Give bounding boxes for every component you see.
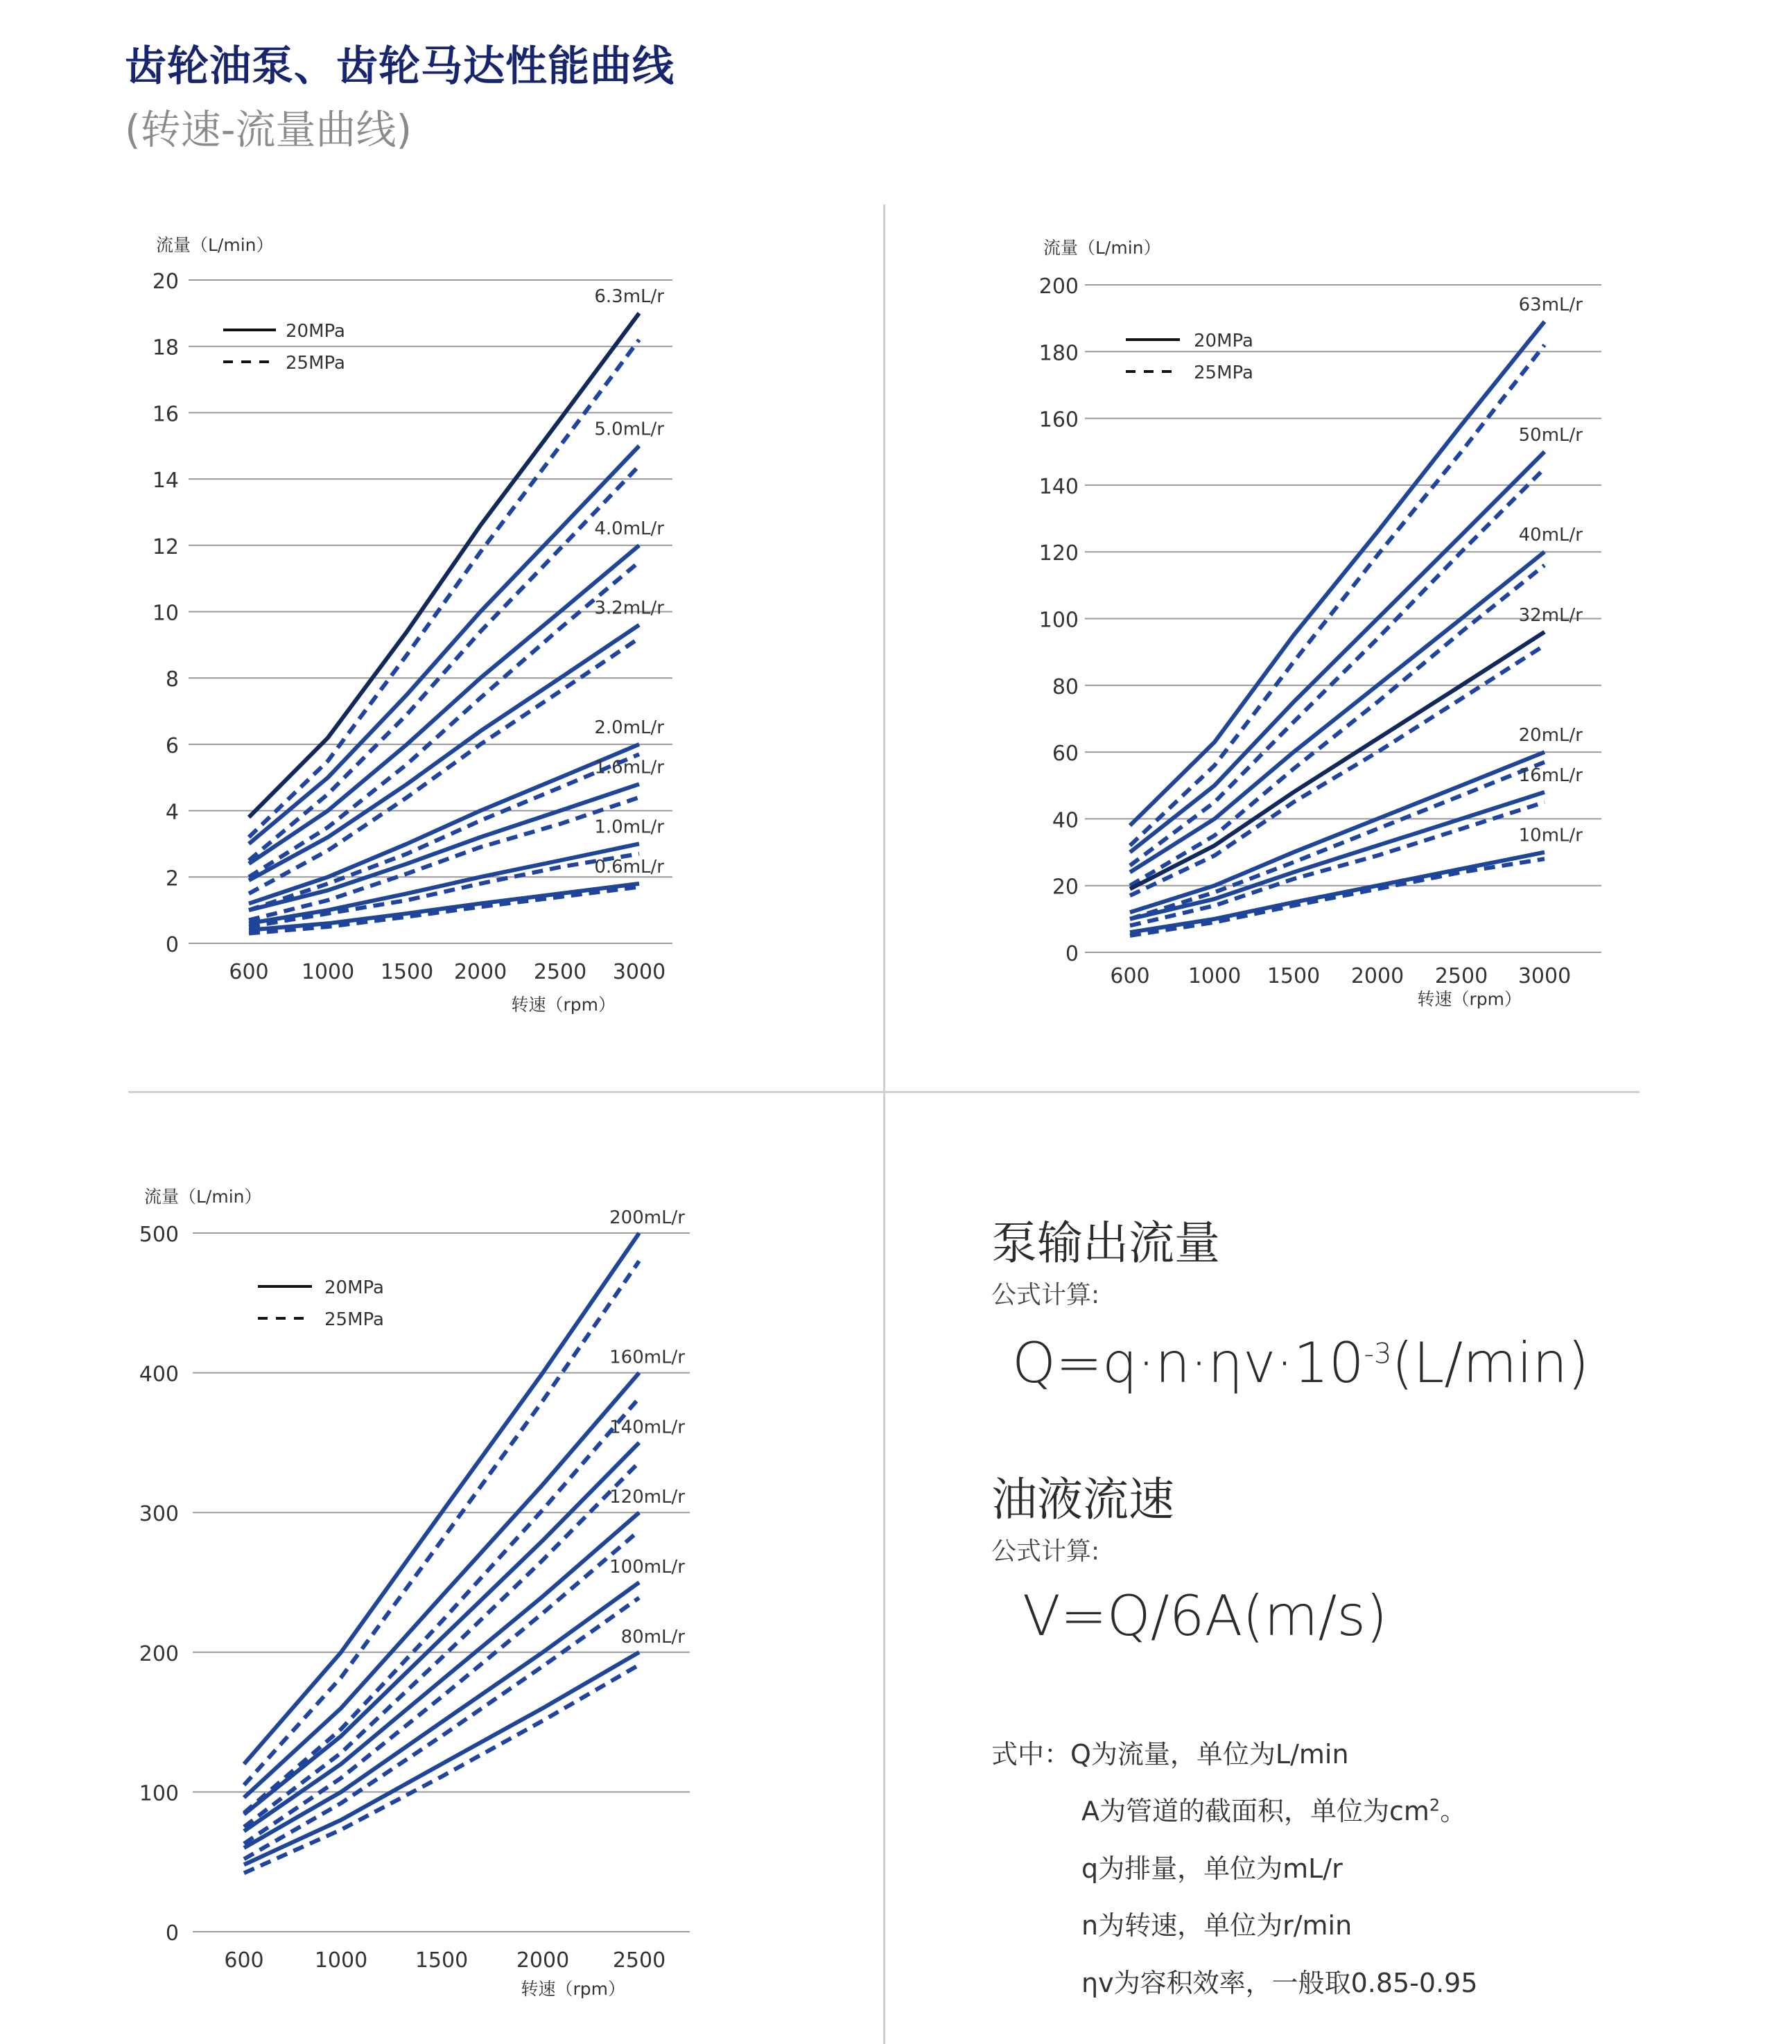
series-label: 140mL/r — [609, 1417, 685, 1438]
speed-formula-sub: 公式计算: — [991, 1537, 1100, 1566]
y-tick-label: 300 — [139, 1502, 179, 1527]
x-axis-label: 转速（rpm） — [1417, 989, 1522, 1009]
y-tick-label: 18 — [152, 335, 179, 360]
speed-equation: V=Q/6A(m/s) — [1023, 1584, 1388, 1648]
note-a — [1081, 1790, 1466, 1828]
x-tick-label: 1000 — [301, 960, 355, 984]
flow-equation-unit: (L/min) — [1391, 1331, 1590, 1395]
series-dashed-line — [244, 1398, 639, 1813]
x-tick-label: 3000 — [612, 960, 666, 984]
series-label: 40mL/r — [1518, 525, 1583, 546]
series-label: 4.0mL/r — [594, 518, 664, 539]
series-solid-line — [1130, 322, 1545, 826]
y-axis-label: 流量（L/min） — [156, 235, 274, 255]
series-label: 5.0mL/r — [594, 419, 664, 440]
legend-dashed-label: 25MPa — [1194, 362, 1253, 383]
series-label: 3.2mL/r — [594, 597, 664, 619]
y-tick-label: 0 — [1065, 942, 1079, 966]
x-tick-label: 2500 — [612, 1948, 666, 1973]
note-q: 式中：Q为流量，单位为L/min — [991, 1739, 1349, 1770]
x-tick-label: 2500 — [533, 960, 587, 984]
series-label: 20mL/r — [1518, 725, 1583, 746]
series-solid-line — [244, 1442, 639, 1814]
y-tick-label: 120 — [1038, 541, 1079, 566]
x-tick-label: 2000 — [1350, 964, 1404, 988]
series-label: 80mL/r — [620, 1626, 685, 1648]
x-tick-label: 3000 — [1517, 964, 1572, 988]
note-q-displacement: q为排量，单位为mL/r — [1081, 1853, 1343, 1884]
page-title: 齿轮油泵、齿轮马达性能曲线 — [125, 42, 675, 91]
legend-solid-label: 20MPa — [1194, 331, 1253, 351]
flow-heading: 泵输出流量 — [991, 1216, 1220, 1270]
chart-1 — [153, 235, 672, 1015]
x-axis-label: 转速（rpm） — [521, 1979, 625, 1999]
y-tick-label: 14 — [152, 469, 179, 493]
y-tick-label: 4 — [165, 800, 179, 825]
series-label: 200mL/r — [609, 1207, 685, 1228]
x-tick-label: 600 — [1110, 964, 1150, 988]
speed-heading: 油液流速 — [991, 1473, 1174, 1526]
y-tick-label: 200 — [1038, 274, 1079, 299]
y-tick-label: 20 — [152, 270, 179, 294]
y-tick-label: 40 — [1052, 808, 1079, 833]
y-tick-label: 2 — [165, 866, 179, 891]
x-tick-label: 2500 — [1434, 964, 1488, 988]
series-solid-line — [1130, 632, 1545, 889]
series-solid-line — [249, 446, 639, 844]
y-tick-label: 12 — [152, 534, 179, 559]
series-solid-line — [244, 1373, 639, 1798]
x-tick-label: 2000 — [453, 960, 507, 984]
flow-equation — [1012, 1331, 1589, 1395]
chart-2 — [1039, 238, 1601, 1009]
series-dashed-line — [249, 340, 639, 837]
x-tick-label: 2000 — [516, 1948, 570, 1973]
y-tick-label: 500 — [139, 1223, 179, 1247]
x-tick-label: 1000 — [314, 1948, 368, 1973]
y-tick-label: 100 — [139, 1781, 179, 1806]
x-axis-label: 转速（rpm） — [511, 995, 616, 1015]
y-tick-label: 80 — [1052, 674, 1079, 699]
series-label: 0.6mL/r — [594, 856, 664, 877]
y-tick-label: 400 — [139, 1362, 179, 1387]
y-tick-label: 100 — [1038, 608, 1079, 633]
x-tick-label: 600 — [229, 960, 269, 984]
series-dashed-line — [249, 562, 639, 877]
series-dashed-line — [1130, 565, 1545, 885]
series-label: 120mL/r — [609, 1487, 685, 1508]
flow-formula-sub: 公式计算: — [991, 1281, 1100, 1309]
series-label: 10mL/r — [1518, 825, 1583, 846]
note-a-text: A为管道的截面积，单位为cm — [1081, 1796, 1429, 1826]
y-tick-label: 140 — [1038, 474, 1079, 499]
y-tick-label: 0 — [165, 1921, 179, 1946]
series-label: 160mL/r — [609, 1347, 685, 1368]
series-solid-line — [244, 1652, 639, 1864]
legend-dashed-label: 25MPa — [286, 353, 345, 374]
series-label: 16mL/r — [1518, 765, 1583, 786]
y-tick-label: 10 — [152, 601, 179, 626]
legend-solid-label: 20MPa — [324, 1277, 384, 1298]
series-label: 32mL/r — [1518, 604, 1583, 626]
y-axis-label: 流量（L/min） — [144, 1187, 262, 1207]
note-n: n为转速，单位为r/min — [1081, 1910, 1352, 1941]
series-dashed-line — [249, 797, 639, 920]
series-solid-line — [249, 625, 639, 880]
note-a-sup: 2 — [1429, 1795, 1441, 1815]
note-a-end: 。 — [1440, 1796, 1467, 1826]
x-tick-label: 1500 — [380, 960, 434, 984]
y-axis-label: 流量（L/min） — [1043, 238, 1161, 258]
legend-solid-label: 20MPa — [286, 321, 345, 342]
series-label: 63mL/r — [1518, 294, 1583, 315]
y-tick-label: 8 — [165, 667, 179, 692]
series-dashed-line — [1130, 469, 1545, 866]
page-subtitle: (转速-流量曲线) — [125, 106, 412, 153]
series-label: 2.0mL/r — [594, 717, 664, 738]
x-tick-label: 600 — [224, 1948, 264, 1973]
series-label: 50mL/r — [1518, 424, 1583, 446]
y-tick-label: 6 — [165, 733, 179, 758]
x-tick-label: 1000 — [1188, 964, 1242, 988]
y-tick-label: 60 — [1052, 742, 1079, 767]
series-label: 6.3mL/r — [594, 286, 664, 307]
series-solid-line — [1130, 452, 1545, 853]
y-tick-label: 16 — [152, 402, 179, 427]
series-label: 1.0mL/r — [594, 816, 664, 838]
x-tick-label: 1500 — [415, 1948, 469, 1973]
legend-dashed-label: 25MPa — [324, 1309, 384, 1330]
note-eta: ηv为容积效率，一般取0.85-0.95 — [1081, 1968, 1478, 1998]
series-solid-line — [249, 313, 639, 817]
y-tick-label: 200 — [139, 1641, 179, 1666]
flow-equation-exponent: -3 — [1364, 1338, 1392, 1370]
y-tick-label: 0 — [165, 933, 179, 957]
chart-3 — [139, 1187, 690, 1999]
series-label: 1.6mL/r — [594, 757, 664, 778]
y-tick-label: 20 — [1052, 875, 1079, 900]
series-dashed-line — [1130, 345, 1545, 846]
y-tick-label: 180 — [1038, 341, 1079, 366]
y-tick-label: 160 — [1038, 408, 1079, 433]
x-tick-label: 1500 — [1267, 964, 1321, 988]
flow-equation-main: Q=q·n·ηv·10 — [1012, 1331, 1364, 1395]
series-dashed-line — [244, 1462, 639, 1827]
series-label: 100mL/r — [609, 1557, 685, 1578]
